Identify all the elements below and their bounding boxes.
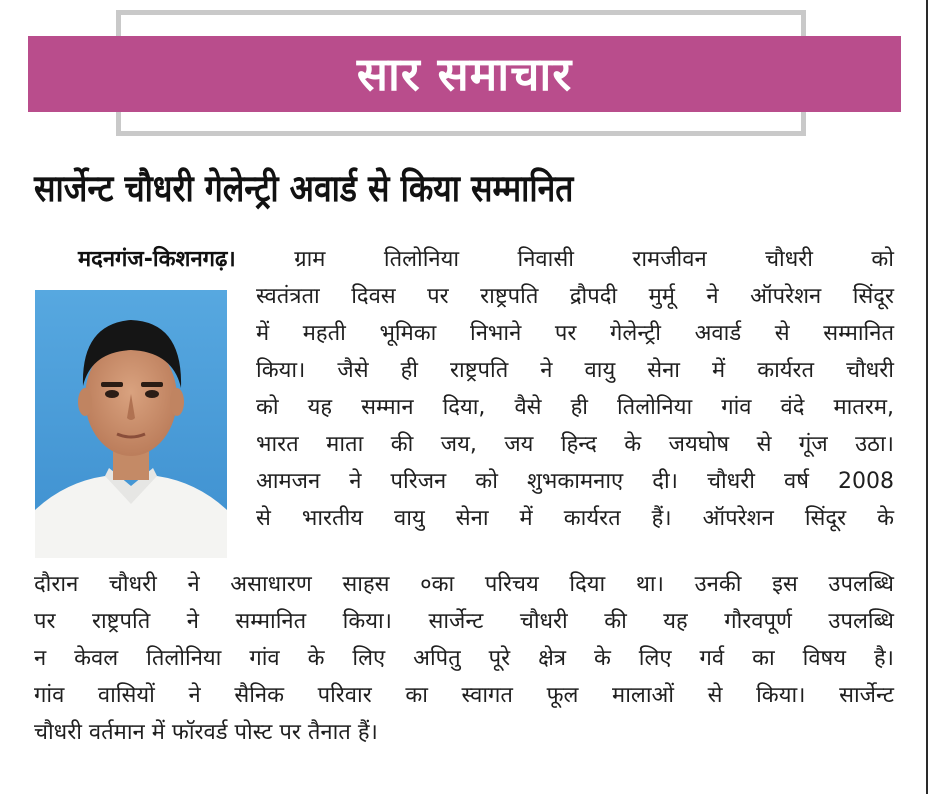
- article-line: स्वतंत्रता दिवस पर राष्ट्रपति द्रौपदी मुर्मू ने ऑपरेशन सिंदूर: [256, 284, 894, 309]
- article-line: भारत माता की जय, जय हिन्द के जयघोष से गूंज उठा।: [256, 432, 894, 457]
- column-rule: [926, 0, 928, 794]
- article-line: मदनगंज-किशनगढ़। ग्राम तिलोनिया निवासी रामजीवन चौधरी को: [78, 247, 894, 272]
- article-line: आमजन ने परिजन को शुभकामनाए दी। चौधरी वर्ष 2008: [256, 469, 894, 494]
- article-line: को यह सम्मान दिया, वैसे ही तिलोनिया गांव वंदे मातरम,: [256, 395, 894, 420]
- section-header-band: [28, 36, 901, 112]
- article-line: में महती भूमिका निभाने पर गेलेन्ट्री अवार्ड से सम्मानित: [256, 321, 894, 346]
- article-line: पर राष्ट्रपति ने सम्मानित किया। सार्जेन्ट चौधरी की यह गौरवपूर्ण उपलब्धि: [34, 609, 894, 634]
- article-line: न केवल तिलोनिया गांव के लिए अपितु पूरे क्षेत्र के लिए गर्व का विषय है।: [34, 646, 894, 671]
- section-header-title: सार समाचार: [356, 47, 573, 101]
- article-line: किया। जैसे ही राष्ट्रपति ने वायु सेना में कार्यरत चौधरी: [256, 358, 894, 383]
- article-headline: सार्जेन्ट चौधरी गेलेन्ट्री अवार्ड से किया सम्मानित: [34, 167, 574, 210]
- article-line: दौरान चौधरी ने असाधारण साहस ०का परिचय दिया था। उनकी इस उपलब्धि: [34, 572, 894, 597]
- portrait-photo: [35, 290, 227, 558]
- article-line: से भारतीय वायु सेना में कार्यरत हैं। ऑपरेशन सिंदूर के: [256, 506, 894, 531]
- article-dateline: मदनगंज-किशनगढ़।: [78, 247, 236, 272]
- article-line: गांव वासियों ने सैनिक परिवार का स्वागत फूल मालाओं से किया। सार्जेन्ट: [34, 683, 894, 708]
- article-line: चौधरी वर्तमान में फॉरवर्ड पोस्ट पर तैनात हैं।: [34, 720, 378, 745]
